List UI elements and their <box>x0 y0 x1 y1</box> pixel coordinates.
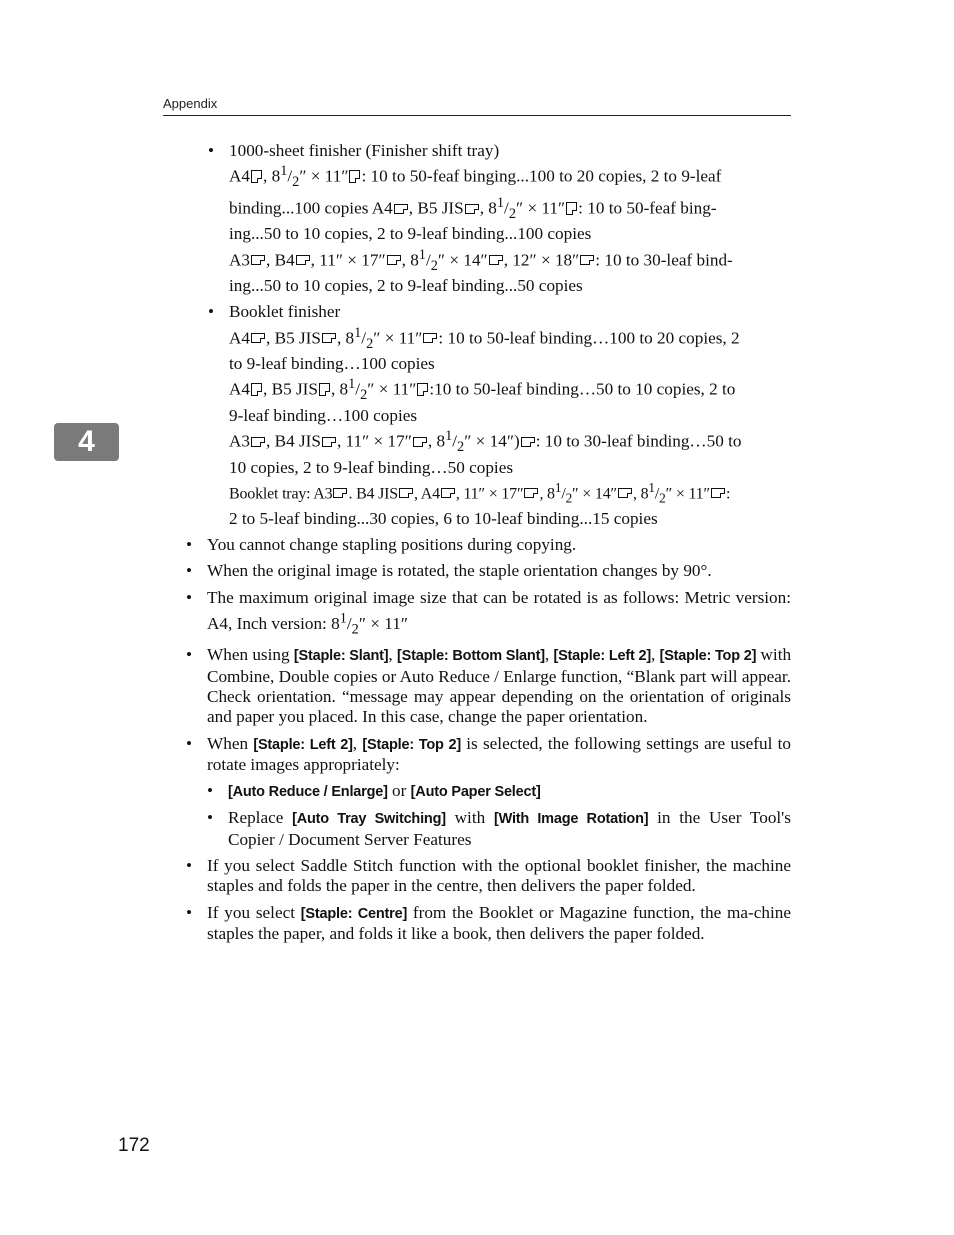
finisher-shift-line-3: ing...50 to 10 copies, 2 to 9-leaf binding...100 copies <box>229 224 592 244</box>
note-text: When using [Staple: Slant], [Staple: Bottom Slant], [Staple: Left 2], [Staple: Top 2] with Combine, Double copies or Auto Reduce / Enlarge function, “Blank part will appear. Check orientation. “message may appear depending on the orientation of originals and paper you placed. In this case, change the paper orientation. <box>207 645 792 727</box>
finisher-shift-line-1: A4 , $8^1/_2'' \times 11''$ : 10 to 50-feaf binging...100 to 20 copies, 2 to 9-leaf <box>229 163 722 191</box>
landscape-paper-icon <box>489 255 503 265</box>
note-text: If you select Saddle Stitch function with the optional booklet finisher, the machine staples and folds the paper in the centre, then delivers the paper folded. <box>207 856 791 896</box>
booklet-line-4: 9-leaf binding…100 copies <box>229 405 418 425</box>
note-staple-combine <box>186 645 791 727</box>
landscape-paper-icon <box>251 333 265 343</box>
landscape-paper-icon <box>413 437 427 447</box>
landscape-paper-icon <box>465 204 479 214</box>
note-staple-rotation-settings <box>186 734 791 850</box>
landscape-paper-icon <box>441 488 455 498</box>
rotation-settings-list <box>207 781 791 850</box>
booklet-title: Booklet finisher <box>229 302 341 322</box>
finisher-shift-title: 1000-sheet finisher (Finisher shift tray) <box>229 141 500 160</box>
staple-top2-key: [Staple: Top 2] <box>659 648 757 665</box>
finisher-shift-line-4: A3 , B4 , 11″ × 17″ , $8^1/_2'' \times 14''$ , 12″ × 18″ : 10 to 30-leaf bind- <box>229 246 733 274</box>
landscape-paper-icon <box>387 255 401 265</box>
note-rotation <box>186 561 791 581</box>
chapter-tab: 4 <box>54 423 119 461</box>
rotation-setting-1: • [Auto Reduce / Enlarge] or [Auto Paper Select] <box>207 781 541 801</box>
staple-slant-key: [Staple: Slant] <box>293 648 389 665</box>
booklet-line-5: A3 , B4 JIS , 11″ × 17″ , $8^1/_2'' \times 14''$) : 10 to 30-leaf binding…50 to <box>229 428 742 456</box>
landscape-paper-icon <box>251 437 265 447</box>
landscape-paper-icon <box>322 437 336 447</box>
note-text: When [Staple: Left 2], [Staple: Top 2] is selected, the following settings are useful to rotate images appropriately: <box>207 733 792 774</box>
finisher-shift-item <box>208 141 791 296</box>
booklet-line-7: Booklet tray: A3 . B4 JIS , A4 , 11″ × 17″ , $8^1/_2'' \times 14''$ , $8^1/_2'' \times 11''$ : <box>229 479 731 506</box>
booklet-line-1: A4 , B5 JIS , $8^1/_2'' \times 11''$ : 10 to 50-leaf binding…100 to 20 copies, 2 <box>229 324 740 352</box>
landscape-paper-icon <box>580 255 594 265</box>
landscape-paper-icon <box>423 333 437 343</box>
note-saddle-stitch <box>186 856 791 897</box>
portrait-paper-icon <box>417 383 428 396</box>
staple-bottom-slant-key: [Staple: Bottom Slant] <box>396 648 545 665</box>
landscape-paper-icon <box>251 255 265 265</box>
auto-paper-select-key: [Auto Paper Select] <box>410 784 541 801</box>
booklet-finisher-item <box>208 302 791 529</box>
note-max-size <box>186 588 791 640</box>
finisher-list <box>208 141 791 529</box>
page-content <box>186 141 791 950</box>
note-text: If you select [Staple: Centre] from the Booklet or Magazine function, the ma-chine staples the paper, and folds it like a book, then delivers the paper folded. <box>207 902 791 943</box>
finisher-shift-line-5: ing...50 to 10 copies, 2 to 9-leaf binding...50 copies <box>229 276 583 295</box>
auto-tray-switching-key: [Auto Tray Switching] <box>292 811 446 828</box>
staple-left2-key: [Staple: Left 2] <box>253 736 353 753</box>
bullet-dot: • <box>186 535 193 554</box>
bullet-dot: • <box>186 645 193 665</box>
bullet-dot: • <box>186 587 193 607</box>
bullet-dot: • <box>186 733 193 753</box>
staple-centre-key: [Staple: Centre] <box>300 905 408 922</box>
landscape-paper-icon <box>399 488 413 498</box>
bullet-dot: • <box>186 561 193 581</box>
with-image-rotation-key: [With Image Rotation] <box>493 811 649 828</box>
landscape-paper-icon <box>618 488 632 498</box>
bullet-dot: • <box>186 902 193 922</box>
staple-left2-key: [Staple: Left 2] <box>553 648 651 665</box>
portrait-paper-icon <box>251 170 262 183</box>
landscape-paper-icon <box>394 204 408 214</box>
booklet-line-6: 10 copies, 2 to 9-leaf binding…50 copies <box>229 457 514 477</box>
booklet-line-3: A4 , B5 JIS , $8^1/_2'' \times 11''$ :10 to 50-leaf binding…50 to 10 copies, 2 to <box>229 376 736 404</box>
bullet-dot: • <box>207 781 214 801</box>
landscape-paper-icon <box>296 255 310 265</box>
bullet-dot: • <box>186 856 193 876</box>
header-section-title: Appendix <box>163 96 218 111</box>
finisher-shift-line-2: binding...100 copies A4 , B5 JIS , $8^1/_2'' \times 11''$ : 10 to 50-feaf bing- <box>229 194 717 222</box>
page-number: 172 <box>118 1135 150 1156</box>
bullet-dot: • <box>208 141 215 160</box>
note-text: You cannot change stapling positions during copying. <box>207 535 577 554</box>
landscape-paper-icon <box>322 333 336 343</box>
portrait-paper-icon <box>251 383 262 396</box>
rotation-setting-2: • Replace [Auto Tray Switching] with [With Image Rotation] in the User Tool's Copier / Document Server Features <box>207 808 791 849</box>
page-header <box>163 96 791 116</box>
note-text: When the original image is rotated, the staple orientation changes by 90°. <box>207 561 712 581</box>
landscape-paper-icon <box>711 488 725 498</box>
portrait-paper-icon <box>566 202 577 215</box>
note-stapling-position <box>186 535 791 555</box>
bullet-dot: • <box>207 808 214 828</box>
landscape-paper-icon <box>521 437 535 447</box>
landscape-paper-icon <box>524 488 538 498</box>
booklet-line-2: to 9-leaf binding…100 copies <box>229 354 435 374</box>
staple-top2-key: [Staple: Top 2] <box>362 736 461 753</box>
note-staple-centre <box>186 903 791 945</box>
bullet-dot: • <box>208 302 215 322</box>
auto-reduce-enlarge-key: [Auto Reduce / Enlarge] <box>228 784 388 801</box>
portrait-paper-icon <box>319 383 330 396</box>
landscape-paper-icon <box>333 488 347 498</box>
portrait-paper-icon <box>349 170 360 183</box>
booklet-line-8: 2 to 5-leaf binding...30 copies, 6 to 10-leaf binding...15 copies <box>229 508 658 528</box>
note-text: The maximum original image size that can be rotated is as follows: Metric version: A4, Inch version: $8^1/_2'' \times 11''$ <box>207 587 791 638</box>
